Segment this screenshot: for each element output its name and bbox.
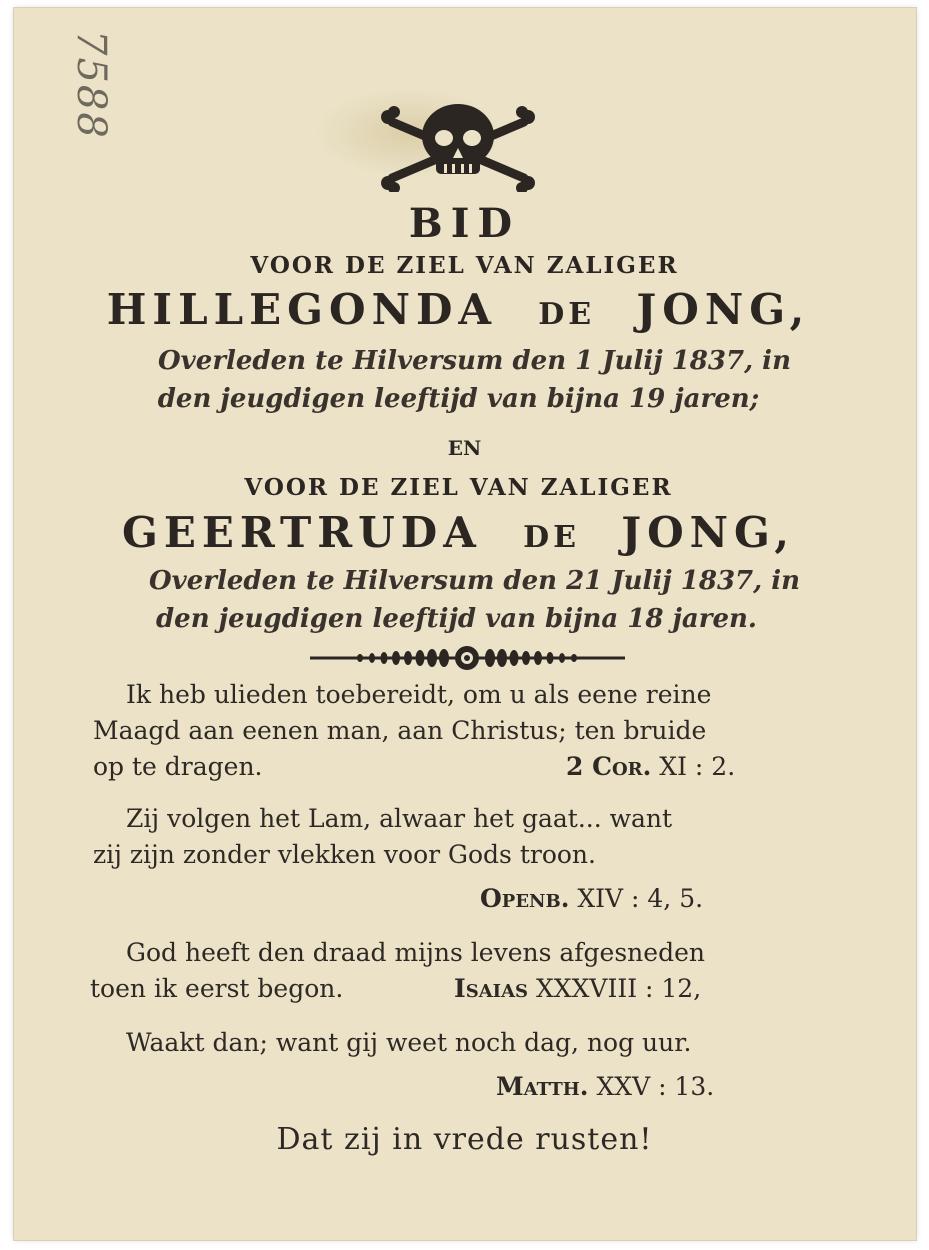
verse-2-ref-book: Openb.: [480, 884, 570, 913]
second-death-line-1: Overleden te Hilversum den 21 Julij 1837, in: [148, 566, 801, 596]
closing-blessing: Dat zij in vrede rusten!: [276, 1122, 653, 1157]
first-name-de: DE: [538, 297, 596, 332]
verse-2-ref-num: XIV : 4, 5.: [577, 884, 704, 913]
conjunction-en: EN: [447, 436, 482, 460]
verse-2-line-2: zij zijn zonder vlekken voor Gods troon.: [93, 840, 596, 869]
heading-bid: BID: [408, 200, 521, 247]
verse-1-reference: [566, 752, 735, 781]
second-death-line-2: den jeugdigen leeftijd van bijna 18 jaren.: [156, 604, 757, 634]
verse-3-line-2: toen ik eerst begon.: [90, 974, 344, 1003]
second-name-given: GEERTRUDA: [121, 508, 482, 557]
verse-2-reference: [480, 884, 703, 913]
first-name-last: JONG,: [636, 285, 811, 334]
second-deceased-name: [0, 508, 923, 557]
second-name-de: DE: [523, 520, 580, 555]
first-intro: VOOR DE ZIEL VAN ZALIGER: [250, 252, 679, 279]
verse-4-ref-book: Matth.: [496, 1072, 589, 1101]
verse-1-line-2: Maagd aan eenen man, aan Christus; ten bruide: [93, 716, 707, 745]
first-death-line-1: Overleden te Hilversum den 1 Julij 1837, in: [158, 346, 791, 376]
first-name-given: HILLEGONDA: [106, 285, 498, 334]
verse-4-line-1: Waakt dan; want gij weet noch dag, nog uur.: [126, 1028, 692, 1057]
first-death-line-2: den jeugdigen leeftijd van bijna 19 jaren;: [157, 384, 760, 414]
verse-4-reference: [496, 1072, 714, 1101]
verse-1-line-1: Ik heb ulieden toebereidt, om u als eene reine: [126, 680, 712, 709]
verse-3-ref-book: Isaias: [454, 974, 529, 1003]
verse-3-reference: [454, 974, 701, 1003]
skull-and-crossbones-icon: [378, 100, 538, 192]
verse-1-ref-book: 2 Cor.: [566, 752, 652, 781]
verse-1-line-3: op te dragen.: [93, 752, 263, 781]
second-intro: VOOR DE ZIEL VAN ZALIGER: [244, 474, 673, 501]
verse-4-ref-num: XXV : 13.: [596, 1072, 715, 1101]
verse-1-ref-num: XI : 2.: [659, 752, 736, 781]
verse-3-line-1: God heeft den draad mijns levens afgesneden: [126, 938, 705, 967]
verse-2-line-1: Zij volgen het Lam, alwaar het gaat... want: [126, 804, 673, 833]
first-deceased-name: [0, 285, 923, 334]
ornamental-divider: [310, 645, 625, 671]
second-name-last: JONG,: [621, 508, 796, 557]
archive-number: 7588: [68, 30, 114, 140]
verse-3-ref-num: XXXVIII : 12,: [536, 974, 702, 1003]
